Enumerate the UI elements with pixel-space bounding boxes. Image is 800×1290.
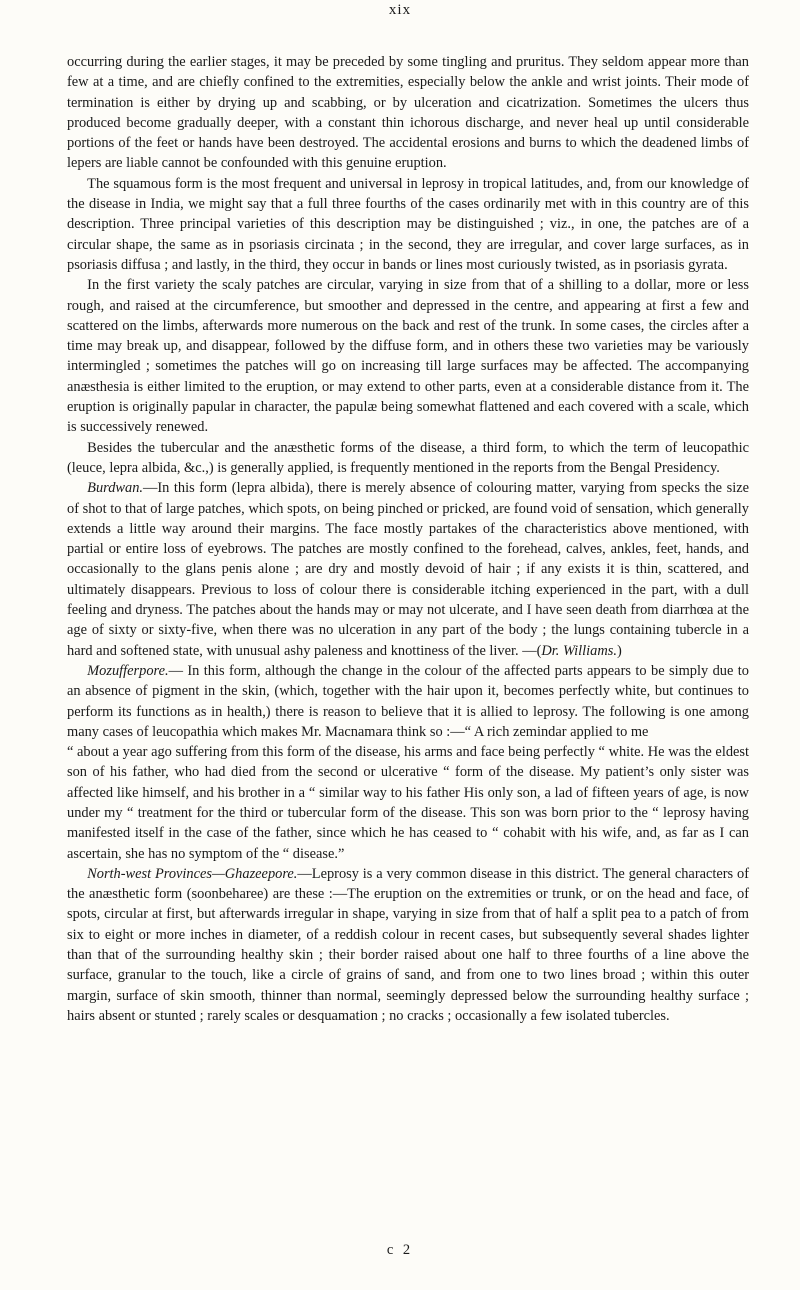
paragraph-1: occurring during the earlier stages, it may be preceded by some tingling and pruritus. They seldom appear more than few at a time, and are chiefly confined to the extremities, especially below the ankle and wrist joints. Their mode of termination is either by drying up and scabbing, or by ulceration and cicatrization. Sometimes the ulcers thus produced become gradually deeper, with a constant thin ichorous discharge, and never heal up until considerable portions of the feet or hands have been destroyed. The accidental erosions and burns to which the deadened limbs of lepers are liable cannot be confounded with this genuine eruption. [67,54,749,172]
quoted-case: “ about a year ago suffering from this form of the disease, his arms and face being perfectly “ white. He was the eldest son of his father, who had died from the second or ulcerative “ form of the disease. My patient’s only sister was affected like himself, and his brother in a “ similar way to his father His only son, a lad of fifteen years of age, is now under my “ treatment for the third or tubercular form of the disease. This son was born prior to the “ leprosy having manifested itself in the case of the father, since which he has ceased to “ cohabit with his wife, and, as far as I can ascertain, she has no symptom of the “ disease.” [67,744,749,862]
burdwan-attribution-close: ) [616,642,622,659]
burdwan-attribution: Dr. Williams. [541,642,617,659]
ghazeepore-text: —Leprosy is a very common disease in this district. The general characters of the anæsthetic form (soonbeharee) are these :—The eruption on the extremities or trunk, or on the head and face, of spots, circular at first, but afterwards irregular in shape, varying in size from that of half a split pea to a patch of from six to eight or more inches in diameter, of a reddish colour in recent cases, but subsequently several shades lighter than that of the surrounding healthy skin ; their border raised about one half to three fourths of a line above the surface, granular to the touch, like a circle of grains of sand, and from one to two lines broad ; within this outer margin, surface of skin smooth, thinner than normal, seemingly depressed below the surrounding healthy surface ; hairs absent or stunted ; rarely scales or desquamation ; no cracks ; occasionally a few isolated tubercles. [67,865,750,1024]
paragraph-burdwan [67,478,749,661]
paragraph-leucopathic-form: Besides the tubercular and the anæsthetic forms of the disease, a third form, to which the term of leucopathic (leuce, lepra albida, &c.,) is generally applied, is frequently mentioned in the reports from the Bengal Presidency. [67,439,749,476]
burdwan-text: —In this form (lepra albida), there is merely absence of colouring matter, varying from specks the size of shot to that of large patches, which spots, on being pinched or pricked, are found void of sensation, which generally extends a little way around their margins. The face mostly partakes of the characteristics above mentioned, with partial or entire loss of eyebrows. The patches are mostly confined to the forehead, calves, ankles, feet, hands, and occasionally to the glans penis alone ; are dry and mostly devoid of hair ; if any exists it is thin, scattered, and ultimately disappears. Previous to loss of colour there is considerable itching experienced in the part, with a dull feeling and dryness. The patches about the hands may or may not ulcerate, and I have seen death from diarrhœa at the age of sixty or sixty-five, when there was no ulceration in any part of the body ; the lungs containing tubercle in a hard and softened state, with unusual ashy paleness and knottiness of the liver. —( [67,480,749,659]
paragraph-mozufferpore [67,661,749,742]
paragraph-first-variety: In the first variety the scaly patches are circular, varying in size from that of a shilling to a dollar, more or less rough, and raised at the circumference, but smoother and depressed in the centre, and appearing at first a few and scattered on the limbs, afterwards more numerous on the back and rest of the trunk. In some cases, the circles after a time may break up, and disappear, followed by the diffuse form, and in others these two varieties may be variously intermingled ; sometimes the patches will go on increasing till large surfaces may be affected. The accompanying anæsthesia is either limited to the eruption, or may extend to other parts, even at a considerable distance from it. The eruption is originally papular in character, the papulæ being somewhat flattened and each covered with a scale, which is successively renewed. [67,277,749,436]
signature-mark: c 2 [386,1242,414,1258]
body-text [67,52,749,1026]
page-number: xix [388,2,412,18]
paragraph-ghazeepore [67,864,749,1026]
ghazeepore-heading: North-west Provinces—Ghazeepore. [87,865,298,882]
paragraph-squamous-form: The squamous form is the most frequent and universal in leprosy in tropical latitudes, and, from our knowledge of the disease in India, we might say that a full three fourths of the cases ordinarily met with in this country are of this description. Three principal varieties of this description may be distinguished ; viz., in one, the patches are of a circular shape, the same as in psoriasis circinata ; in the second, they are irregular, and cover large surfaces, as in psoriasis diffusa ; and lastly, in the third, they occur in bands or lines most curiously twisted, as in psoriasis gyrata. [67,175,749,273]
burdwan-heading: Burdwan. [87,480,143,497]
mozufferpore-heading: Mozufferpore. [87,662,169,679]
mozufferpore-text: — In this form, although the change in the colour of the affected parts appears to be simply due to an absence of pigment in the skin, (which, together with the hair upon it, becomes perfectly white, but continues to perform its functions as in health,) there is reason to believe that it is allied to leprosy. The following is one among many cases of leucopathia which makes Mr. Macnamara think so :—“ A rich zemindar applied to me [67,662,749,740]
